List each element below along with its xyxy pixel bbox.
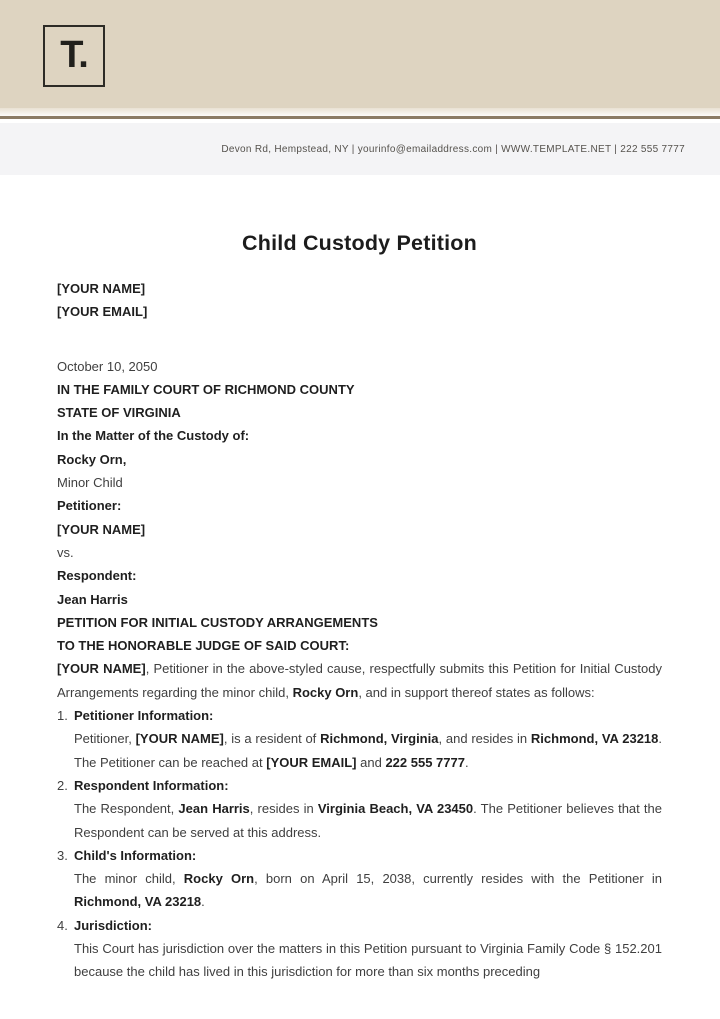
list-item-number: 3.: [57, 847, 68, 863]
list-item-jurisdiction: [57, 914, 662, 984]
date-line: October 10, 2050: [57, 358, 158, 374]
list-item-number: 2.: [57, 777, 68, 793]
list-item-respondent-info: [57, 774, 662, 844]
vs-line: vs.: [57, 544, 74, 560]
list-item-body: This Court has jurisdiction over the matters in this Petition pursuant to Virginia Family Code § 152.201 because the child has lived in this jurisdiction for more than six months preceding: [74, 941, 662, 980]
header-divider-gap-top: [0, 108, 720, 116]
template-logo: [43, 25, 105, 87]
document-title: Child Custody Petition: [242, 231, 477, 255]
list-item-number: 4.: [57, 917, 68, 933]
list-item-body: Petitioner, [YOUR NAME], is a resident of Richmond, Virginia, and resides in Richmond, VA 23218. The Petitioner can be reached at [YOUR EMAIL] and 222 555 7777.: [74, 731, 663, 770]
matter-line: In the Matter of the Custody of:: [57, 428, 250, 444]
opening-paragraph: [YOUR NAME], Petitioner in the above-styled cause, respectfully submits this Petition for Initial Custody Arrangements regarding the minor child, Rocky Orn, and in support thereof states as follows:: [57, 661, 662, 700]
brand-header: [0, 0, 720, 108]
petition-title-line: PETITION FOR INITIAL CUSTODY ARRANGEMENTS: [57, 614, 378, 630]
byline-email: [YOUR EMAIL]: [57, 304, 148, 320]
list-item-body: The Respondent, Jean Harris, resides in Virginia Beach, VA 23450. The Petitioner believes that the Respondent can be served at this address.: [74, 801, 662, 840]
list-item-number: 1.: [57, 708, 68, 724]
salutation-line: TO THE HONORABLE JUDGE OF SAID COURT:: [57, 638, 350, 654]
state-line: STATE OF VIRGINIA: [57, 405, 181, 421]
logo-text: T.: [60, 33, 88, 76]
contact-info: Devon Rd, Hempstead, NY | yourinfo@emailaddress.com | WWW.TEMPLATE.NET | 222 555 7777: [221, 143, 685, 155]
list-item-heading: Jurisdiction:: [74, 917, 153, 933]
petition-list: [57, 704, 662, 984]
list-item-heading: Child's Information:: [74, 847, 197, 863]
list-item-petitioner-info: [57, 704, 662, 774]
list-item-body: The minor child, Rocky Orn, born on April 15, 2038, currently resides with the Petitioner in Richmond, VA 23218.: [74, 871, 663, 910]
court-name-line: IN THE FAMILY COURT OF RICHMOND COUNTY: [57, 381, 355, 397]
petitioner-name-line: [YOUR NAME]: [57, 521, 146, 537]
child-name-line: Rocky Orn,: [57, 451, 127, 467]
respondent-label-line: Respondent:: [57, 568, 137, 584]
minor-child-line: Minor Child: [57, 475, 123, 491]
byline-spacer: [57, 324, 662, 355]
list-item-child-info: [57, 844, 662, 914]
respondent-name-line: Jean Harris: [57, 591, 128, 607]
contact-bar: [0, 123, 720, 175]
document-body: [0, 175, 720, 984]
list-item-heading: Respondent Information:: [74, 777, 229, 793]
byline-name: [YOUR NAME]: [57, 281, 146, 296]
petitioner-label-line: Petitioner:: [57, 498, 122, 514]
list-item-heading: Petitioner Information:: [74, 708, 214, 724]
